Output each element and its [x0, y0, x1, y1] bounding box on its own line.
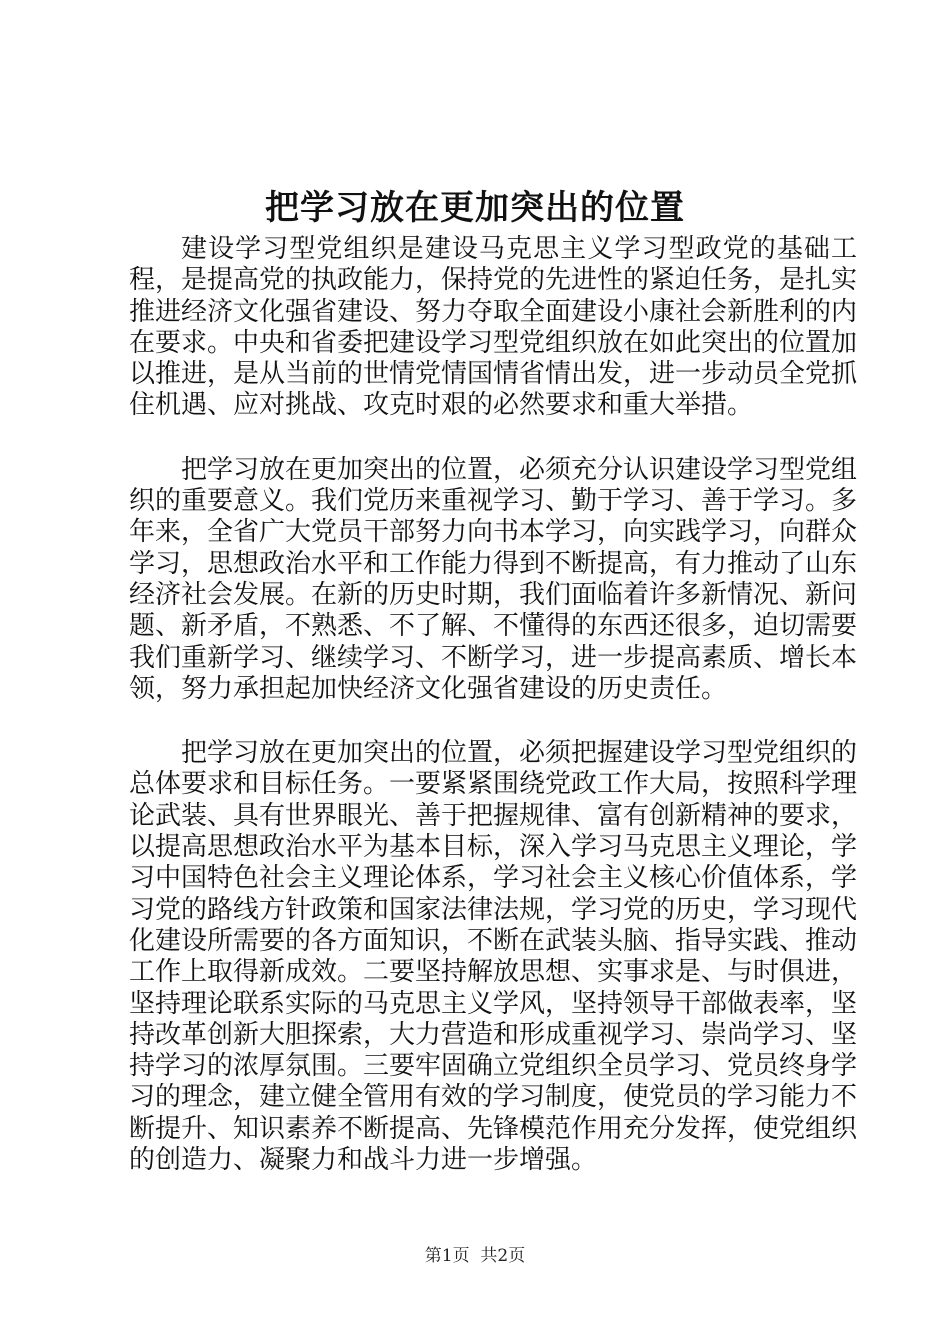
page-number-current: 第1页 [424, 1246, 470, 1266]
page-number-total: 共2页 [480, 1246, 526, 1266]
paragraph-1: 建设学习型党组织是建设马克思主义学习型政党的基础工程，是提高党的执政能力，保持党的先进性的紧迫任务，是扎实推进经济文化强省建设、努力夺取全面建设小康社会新胜利的内在要求。中央和省委把建设学习型党组织放在如此突出的位置加以推进，是从当前的世情党情国情省情出发，进一步动员全党抓住机遇、应对挑战、攻克时艰的必然要求和重大举措。 [129, 234, 858, 421]
document-body [129, 234, 857, 1209]
document-title: 把学习放在更加突出的位置 [265, 188, 685, 228]
footer-separator [470, 1246, 481, 1266]
paragraph-2: 把学习放在更加突出的位置，必须充分认识建设学习型党组织的重要意义。我们党历来重视学习、勤于学习、善于学习。多年来，全省广大党员干部努力向书本学习，向实践学习，向群众学习，思想政治水平和工作能力得到不断提高，有力推动了山东经济社会发展。在新的历史时期，我们面临着许多新情况、新问题、新矛盾，不熟悉、不了解、不懂得的东西还很多，迫切需要我们重新学习、继续学习、不断学习，进一步提高素质、增长本领，努力承担起加快经济文化强省建设的历史责任。 [129, 454, 858, 704]
page-footer [0, 1245, 950, 1267]
paragraph-3: 把学习放在更加突出的位置，必须把握建设学习型党组织的总体要求和目标任务。一要紧紧围绕党政工作大局，按照科学理论武装、具有世界眼光、善于把握规律、富有创新精神的要求，以提高思想政治水平为基本目标，深入学习马克思主义理论，学习中国特色社会主义理论体系，学习社会主义核心价值体系，学习党的路线方针政策和国家法律法规，学习党的历史，学习现代化建设所需要的各方面知识，不断在武装头脑、指导实践、推动工作上取得新成效。二要坚持解放思想、实事求是、与时俱进，坚持理论联系实际的马克思主义学风，坚持领导干部做表率，坚持改革创新大胆探索，大力营造和形成重视学习、崇尚学习、坚持学习的浓厚氛围。三要牢固确立党组织全员学习、党员终身学习的理念，建立健全管用有效的学习制度，使党员的学习能力不断提升、知识素养不断提高、先锋模范作用充分发挥，使党组织的创造力、凝聚力和战斗力进一步增强。 [129, 738, 858, 1176]
